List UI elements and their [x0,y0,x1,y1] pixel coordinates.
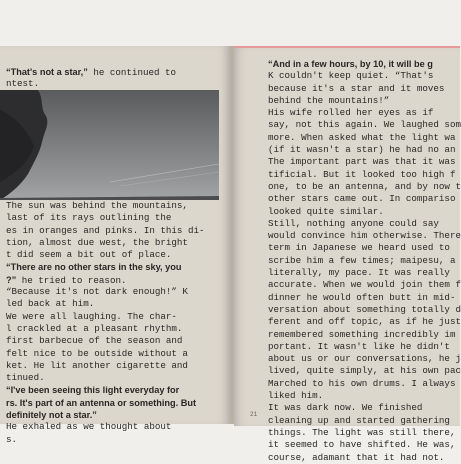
regular-text: K couldn't keep quiet. “That's [268,70,434,82]
right-page [234,46,461,463]
regular-text: say, not this again. We laughed som [268,119,461,131]
regular-text: would convince him otherwise. There [268,230,461,242]
text-line [268,292,461,304]
text-line [6,360,204,372]
text-line [268,267,461,279]
left-page-body-text [6,200,204,446]
regular-text: behind the mountains!” [268,94,390,106]
text-line [268,329,461,341]
regular-text: term in Japanese we heard used to [268,242,450,254]
regular-text: tinued. [6,372,45,384]
regular-text: portant. It wasn't like he didn't [268,340,450,352]
text-line [268,279,461,291]
text-line [268,353,461,365]
text-line [268,119,461,131]
text-line [268,341,461,353]
text-line [268,132,461,144]
regular-text: one, to be an antenna, and by now t [268,180,461,192]
text-line [268,304,461,316]
text-line [268,83,461,95]
bold-text: definitely not a star.” [6,410,97,421]
text-line [268,255,461,267]
text-line [6,397,204,409]
text-line [6,237,204,249]
regular-text: Marched to his own drums. I always [268,377,456,389]
text-line [6,212,204,224]
text-line [6,421,204,433]
text-line [268,378,461,390]
regular-text: liked him. [268,390,324,402]
text-line [6,409,204,421]
regular-text: because it's a star and it moves [268,82,445,94]
regular-text: scribe him a few times; maipesu, a [268,254,456,266]
regular-text: other stars came out. In compariso [268,193,456,205]
text-line [268,181,461,193]
regular-text: he tried to reason. [16,274,127,286]
regular-text: ket. He lit another cigarette and [6,359,188,371]
text-line [268,144,461,156]
regular-text: We were all laughing. The char- [6,310,177,322]
bold-text: “And in a few hours, by 10, it will be g [268,59,433,69]
text-line [6,225,204,237]
text-line [6,335,204,347]
text-line [6,66,176,78]
text-line [268,206,461,218]
page-number: 21 [250,411,258,418]
regular-text: ferent and off topic, as if he just [268,316,461,328]
regular-text: last of its rays outlining the [6,212,172,224]
regular-text: more. When asked what the light wa [268,131,456,143]
text-line [6,372,204,384]
regular-text: about us or our conversations, he j [268,353,461,365]
text-line [6,323,204,335]
bold-text: ?” [6,274,17,285]
text-line [268,169,461,181]
text-line [268,242,461,254]
regular-text: he continued to [87,67,177,78]
text-line [268,415,461,427]
text-line [6,249,204,261]
text-line [268,316,461,328]
text-line [6,261,204,273]
regular-text: dinner he would often butt in mid- [268,291,456,303]
regular-text: remembered something incredibly im [268,328,456,340]
regular-text: The important part was that it was [268,156,456,168]
regular-text: Still, nothing anyone could say [268,217,439,229]
text-line [6,298,204,310]
text-line [268,439,461,451]
regular-text: cleaning up and started gathering [268,414,450,426]
regular-text: first barbecue of the season and [6,335,183,347]
text-line [268,365,461,377]
photo-sunset-tree [0,90,219,200]
bold-text: “That's not a star,” [6,67,88,77]
right-page-body-text [268,58,461,464]
regular-text: things. The light was still there, [268,426,456,438]
regular-text: “Because it's not dark enough!” K [6,286,188,298]
text-line [6,200,204,212]
text-line [6,274,204,286]
text-line [268,402,461,414]
regular-text: literally, my pace. It was really [268,267,450,279]
text-line [268,156,461,168]
text-line [268,230,461,242]
regular-text: It was dark now. We finished [268,402,423,414]
regular-text: He exhaled as we thought about [6,421,172,433]
text-line [6,384,204,396]
regular-text: course, adamant that it had not. [268,451,445,463]
regular-text: tion, almost due west, the bright [6,236,188,248]
regular-text: accurate. When we would join them f [268,279,461,291]
left-page-opening-text [6,66,176,91]
text-line [268,107,461,119]
text-line [6,348,204,360]
regular-text: lived, quite simply, at his own pac [268,365,461,377]
text-line [6,311,204,323]
bold-text: “I've been seeing this light everyday for [6,385,180,396]
regular-text: ntest. [6,78,40,90]
regular-text: s. [6,433,18,445]
text-line [268,193,461,205]
text-line [6,286,204,298]
regular-text: es in oranges and pinks. In this di- [6,224,205,236]
regular-text: led back at him. [6,298,95,310]
text-line [268,70,461,82]
regular-text: (if it wasn't a star) he had no an [268,144,456,156]
regular-text: felt nice to be outside without a [6,347,188,359]
regular-text: l crackled at a pleasant rhythm. [6,322,183,334]
regular-text: it seemed to have shifted. He was, [268,439,456,451]
text-line [268,427,461,439]
text-line [6,78,176,90]
text-line [268,95,461,107]
regular-text: t did seem a bit out of place. [6,249,172,261]
regular-text: His wife rolled her eyes as if [268,107,434,119]
bold-text: “There are no other stars in the sky, you [6,262,182,273]
regular-text: tificial. But it looked too high f [268,168,456,180]
text-line [268,58,461,70]
text-line [268,390,461,402]
regular-text: versation about something totally d [268,303,461,315]
text-line [6,434,204,446]
text-line [268,452,461,464]
text-line [268,218,461,230]
regular-text: looked quite similar. [268,205,384,217]
bold-text: rs. It's part of an antenna or something. But [6,397,197,408]
regular-text: The sun was behind the mountains, [6,200,188,211]
book-spread [0,46,461,463]
left-page [0,46,230,445]
